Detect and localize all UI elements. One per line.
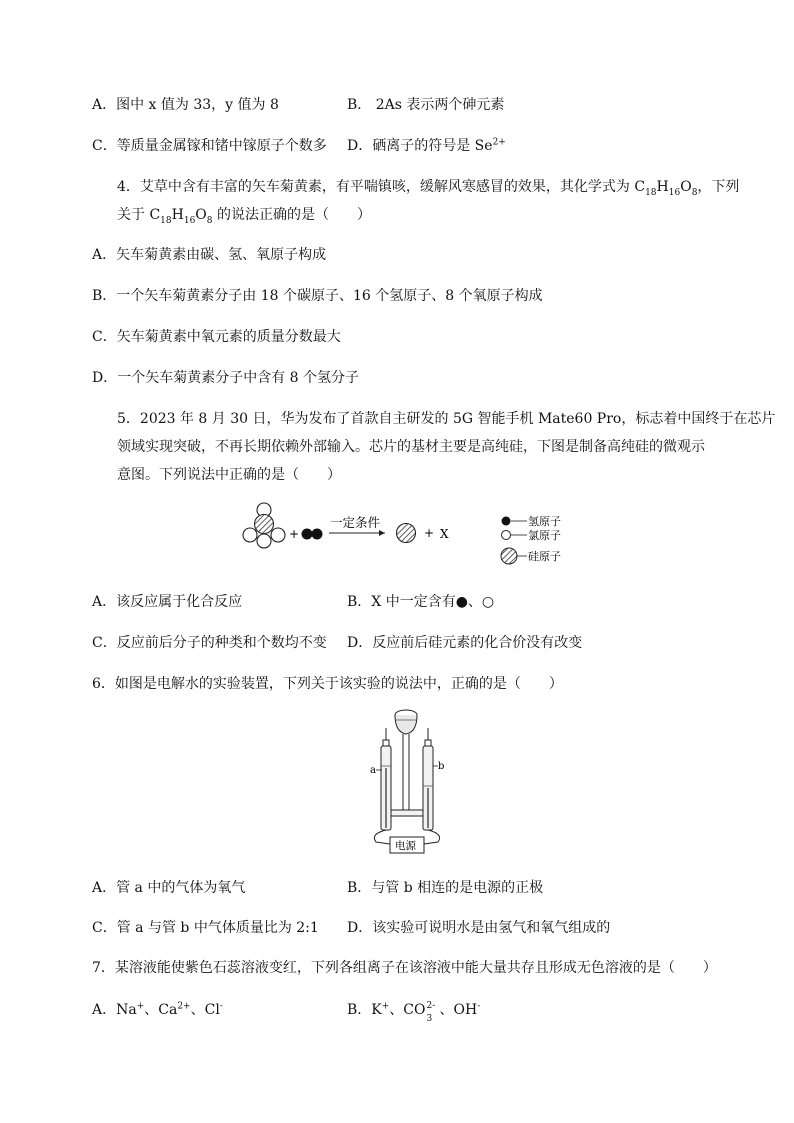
hydrogen-atom <box>302 529 313 540</box>
q5-option-c: C．反应前后分子的种类和个数均不变 <box>92 635 327 651</box>
q4-stem-text: 关于 C <box>117 207 161 223</box>
formula-part: H <box>171 207 184 223</box>
hydrogen-atom <box>312 529 323 540</box>
q7-option-a <box>92 1001 223 1019</box>
q5-stem-line1: 5．2023 年 8 月 30 日，华为发布了首款自主研发的 5G 智能手机 Mate60 Pro，标志着中国终于在芯片 <box>117 411 776 427</box>
reservoir-bulb <box>395 715 417 734</box>
formula-part: O <box>195 207 207 223</box>
label-b: b <box>438 761 445 772</box>
q5-option-b: B．X 中一定含有●、○ <box>347 594 495 610</box>
ion-charge: + <box>381 1001 390 1012</box>
q4-stem-text: 的说法正确的是（ ） <box>212 207 371 223</box>
q6-option-c: C．管 a 与管 b 中气体质量比为 2:1 <box>92 920 319 936</box>
reaction-diagram <box>235 498 595 570</box>
selenium-charge: 2+ <box>492 137 506 148</box>
q4-stem-text: ，下列 <box>697 179 740 195</box>
stopcock-b <box>425 740 431 746</box>
ion-charge: 2+ <box>177 1001 191 1012</box>
q7-stem: 7．某溶液能使紫色石蕊溶液变红，下列各组离子在该溶液中能大量共存且形成无色溶液的是（ ） <box>92 960 717 976</box>
arrow-head-icon <box>379 530 385 536</box>
q3-option-d-text: D．硒离子的符号是 Se <box>347 138 493 154</box>
plus-sign: + <box>424 526 435 540</box>
silicon-legend-icon <box>501 548 517 564</box>
silicon-product <box>397 524 416 543</box>
ion-charge: + <box>136 1001 145 1012</box>
power-label: 电源 <box>395 840 416 852</box>
chlorine-atom <box>257 534 271 548</box>
ion-text: 、Cl <box>190 1002 220 1018</box>
carbonate-scripts <box>426 1001 440 1024</box>
formula-sub: 3 <box>426 1014 433 1024</box>
ion-text: 、CO <box>389 1002 426 1018</box>
stopcock-a <box>383 740 389 746</box>
sicl4-molecule <box>243 503 285 548</box>
q4-option-b: B．一个矢车菊黄素分子由 18 个碳原子、16 个氢原子、8 个氧原子构成 <box>92 288 543 304</box>
electrolysis-apparatus <box>360 706 470 856</box>
hydrogen-legend-icon <box>502 517 511 526</box>
q3-option-d <box>347 137 506 155</box>
q7-option-b <box>347 1001 481 1024</box>
legend-silicon: 硅原子 <box>528 550 561 563</box>
legend-hydrogen: 氢原子 <box>528 515 561 528</box>
chlorine-atom <box>243 528 257 542</box>
ion-charge: 2- <box>426 1001 436 1011</box>
q6-option-b: B．与管 b 相连的是电源的正极 <box>347 880 544 896</box>
q3-option-a: A．图中 x 值为 33，y 值为 8 <box>92 97 279 113</box>
formula-sub: 16 <box>668 187 681 198</box>
q4-stem-line2 <box>117 206 371 224</box>
q3-option-b: B． 2As 表示两个砷元素 <box>347 97 505 113</box>
q6-option-a: A．管 a 中的气体为氧气 <box>92 880 246 896</box>
q4-option-a: A．矢车菊黄素由碳、氢、氧原子构成 <box>92 247 327 263</box>
formula-part: O <box>680 179 692 195</box>
q5-option-a: A．该反应属于化合反应 <box>92 594 243 610</box>
reaction-condition: 一定条件 <box>330 515 381 530</box>
silicon-atom <box>255 515 274 534</box>
ion-charge: - <box>477 1001 481 1012</box>
q4-stem-line1 <box>117 178 739 196</box>
formula-sub: 8 <box>206 215 213 226</box>
q4-option-d: D．一个矢车菊黄素分子中含有 8 个氢分子 <box>92 370 360 386</box>
q4-stem-text: 4．艾草中含有丰富的矢车菊黄素，有平喘镇咳，缓解风寒感冒的效果，其化学式为 C <box>117 179 646 195</box>
ion-text: 、Ca <box>144 1002 178 1018</box>
h2-molecule <box>302 529 323 540</box>
product-x: X <box>440 527 449 541</box>
wire-b <box>424 830 440 844</box>
formula-sub: 18 <box>645 187 657 198</box>
ion-text: A．Na <box>92 1002 137 1018</box>
ion-charge: - <box>219 1001 223 1012</box>
q5-option-d: D．反应前后硅元素的化合价没有改变 <box>347 635 583 651</box>
formula-sub: 18 <box>160 215 172 226</box>
plus-sign: + <box>289 527 300 541</box>
q5-stem-line2: 领域实现突破，不再长期依赖外部输入。芯片的基材主要是高纯硅，下图是制备高纯硅的微观示 <box>117 439 705 455</box>
connector-tube <box>391 810 423 816</box>
formula-part: H <box>656 179 669 195</box>
chlorine-atom <box>271 528 285 542</box>
label-a: a <box>370 765 376 776</box>
q6-stem: 6．如图是电解水的实验装置，下列关于该实验的说法中，正确的是（ ） <box>92 676 563 692</box>
q6-option-d: D．该实验可说明水是由氢气和氧气组成的 <box>347 920 611 936</box>
q3-option-c: C．等质量金属镓和锗中镓原子个数多 <box>92 138 327 154</box>
legend-chlorine: 氯原子 <box>528 529 561 542</box>
ion-text: 、OH <box>439 1002 478 1018</box>
formula-sub: 16 <box>183 215 196 226</box>
q4-option-c: C．矢车菊黄素中氧元素的质量分数最大 <box>92 329 341 345</box>
chlorine-legend-icon <box>502 531 511 540</box>
ion-text: B．K <box>347 1002 382 1018</box>
legend <box>501 514 561 564</box>
wire-a <box>374 830 390 844</box>
formula-sub: 8 <box>691 187 698 198</box>
q5-stem-line3: 意图。下列说法中正确的是（ ） <box>117 467 341 483</box>
